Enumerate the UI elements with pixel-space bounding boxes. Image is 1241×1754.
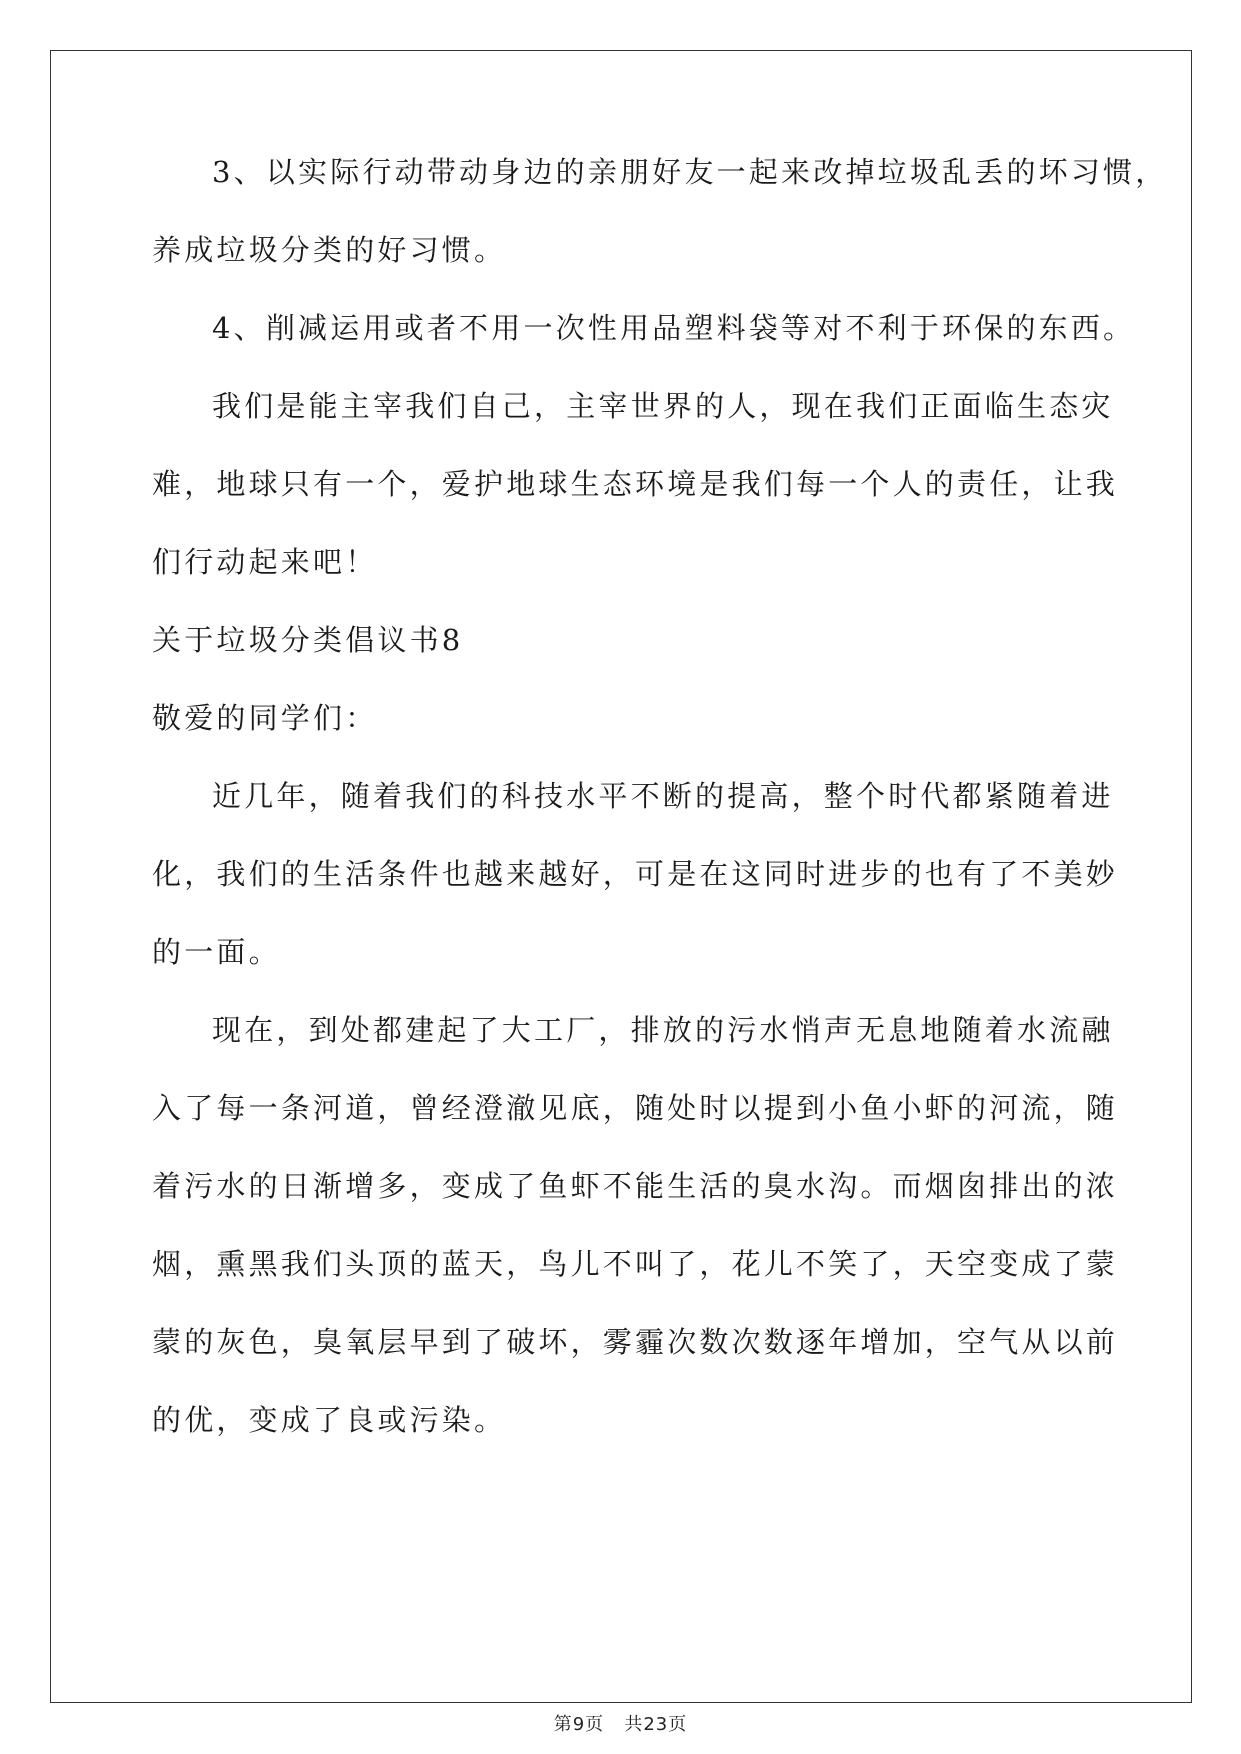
paragraph-line: 现在，到处都建起了大工厂，排放的污水悄声无息地随着水流融 bbox=[212, 1013, 1114, 1047]
paragraph-line: 烟，熏黑我们头顶的蓝天，鸟儿不叫了，花儿不笑了，天空变成了蒙 bbox=[152, 1247, 1119, 1281]
paragraph-line: 难，地球只有一个，爱护地球生态环境是我们每一个人的责任，让我 bbox=[152, 467, 1119, 501]
section-heading: 关于垃圾分类倡议书8 bbox=[152, 623, 464, 657]
paragraph-line: 的优，变成了良或污染。 bbox=[152, 1403, 507, 1437]
paragraph-line: 养成垃圾分类的好习惯。 bbox=[152, 233, 507, 267]
paragraph-line: 3、以实际行动带动身边的亲朋好友一起来改掉垃圾乱丢的坏习惯， bbox=[212, 155, 1168, 189]
paragraph-line: 我们是能主宰我们自己，主宰世界的人，现在我们正面临生态灾 bbox=[212, 389, 1114, 423]
page-number: 第9页 bbox=[553, 1714, 605, 1735]
paragraph-line: 近几年，随着我们的科技水平不断的提高，整个时代都紧随着进 bbox=[212, 779, 1114, 813]
paragraph-line: 的一面。 bbox=[152, 935, 281, 969]
paragraph-line: 蒙的灰色，臭氧层早到了破坏，雾霾次数次数逐年增加，空气从以前 bbox=[152, 1325, 1119, 1359]
paragraph-line: 们行动起来吧！ bbox=[152, 545, 378, 579]
paragraph-line: 4、削减运用或者不用一次性用品塑料袋等对不利于环保的东西。 bbox=[212, 311, 1136, 345]
salutation: 敬爱的同学们： bbox=[152, 701, 378, 735]
paragraph-line: 化，我们的生活条件也越来越好，可是在这同时进步的也有了不美妙 bbox=[152, 857, 1119, 891]
paragraph-line: 着污水的日渐增多，变成了鱼虾不能生活的臭水沟。而烟囱排出的浓 bbox=[152, 1169, 1119, 1203]
page-footer bbox=[0, 1713, 1241, 1737]
paragraph-line: 入了每一条河道，曾经澄澈见底，随处时以提到小鱼小虾的河流，随 bbox=[152, 1091, 1119, 1125]
page-total: 共23页 bbox=[624, 1714, 688, 1735]
